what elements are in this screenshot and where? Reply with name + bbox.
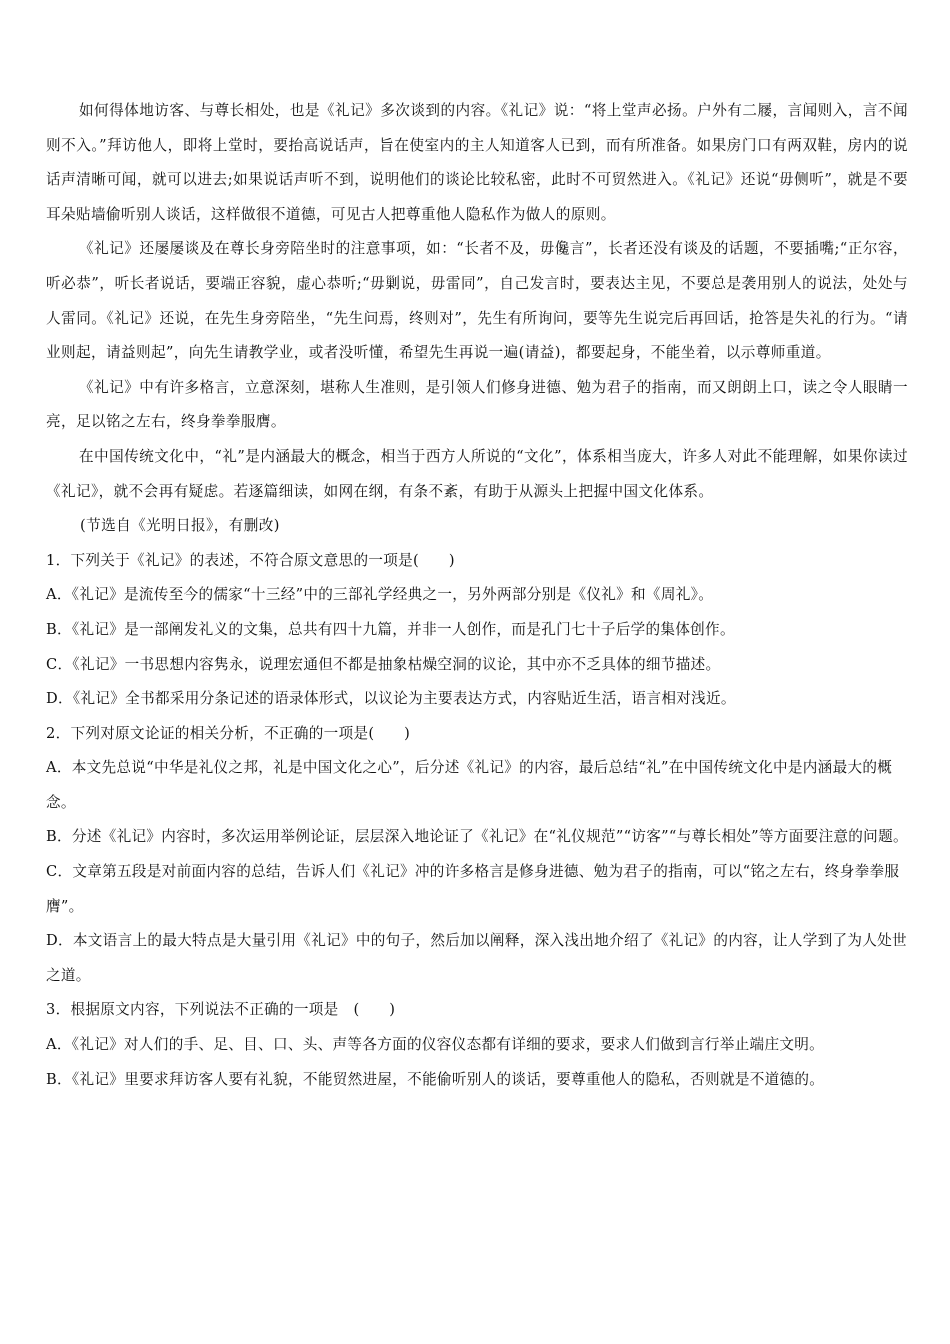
question-stem: 1．下列关于《礼记》的表述，不符合原文意思的一项是( ) xyxy=(46,551,455,569)
question-option: A．《礼记》对人们的手、足、目、口、头、声等各方面的仪容仪态都有详细的要求，要求人们做到言行举止端庄文明。 xyxy=(46,1036,825,1054)
question-1 xyxy=(46,544,908,717)
question-option: D．《礼记》全书都采用分条记述的语录体形式，以议论为主要表达方式，内容贴近生活，语言相对浅近。 xyxy=(46,690,736,708)
question-option: C．《礼记》一书思想内容隽永，说理宏通但不都是抽象枯燥空洞的议论，其中亦不乏具体的细节描述。 xyxy=(46,655,721,673)
document-page xyxy=(46,94,908,1097)
question-option: D．本文语言上的最大特点是大量引用《礼记》中的句子，然后加以阐释，深入浅出地介绍了《礼记》的内容，让人学到了为人处世之道。 xyxy=(46,932,907,984)
question-option: C．文章第五段是对前面内容的总结，告诉人们《礼记》冲的许多格言是修身进德、勉为君子的指南，可以“铭之左右，终身拳拳服膺”。 xyxy=(46,863,900,915)
passage xyxy=(46,94,908,544)
passage-paragraph-4: 在中国传统文化中，“礼”是内涵最大的概念，相当于西方人所说的“文化”，体系相当庞大，许多人对此不能理解，如果你读过《礼记》，就不会再有疑虑。若逐篇细读，如网在纲，有条不紊，有助于从源头上把握中国文化体系。 xyxy=(46,447,908,500)
question-2 xyxy=(46,717,908,994)
passage-paragraph-1: 如何得体地访客、与尊长相处，也是《礼记》多次谈到的内容。《礼记》说：“将上堂声必扬。户外有二屦，言闻则入，言不闻则不入。”拜访他人，即将上堂时，要抬高说话声，旨在使室内的主人知道客人已到，而有所准备。如果房门口有两双鞋，房内的说话声清晰可闻，就可以进去;如果说话声听不到，说明他们的谈论比较私密，此时不可贸然进入。《礼记》还说“毋侧听”，就是不要耳朵贴墙偷听别人谈话，这样做很不道德，可见古人把尊重他人隐私作为做人的原则。 xyxy=(46,102,908,223)
question-option: A．本文先总说“中华是礼仪之邦，礼是中国文化之心”，后分述《礼记》的内容，最后总结“礼”在中国传统文化中是内涵最大的概念。 xyxy=(46,759,893,811)
passage-paragraph-2: 《礼记》还屡屡谈及在尊长身旁陪坐时的注意事项，如：“长者不及，毋儳言”，长者还没有谈及的话题，不要插嘴;“正尔容，听必恭”，听长者说话，要端正容貌，虚心恭听;“毋剿说，毋雷同”，自己发言时，要表达主见，不要总是袭用别人的说法，处处与人雷同。《礼记》还说，在先生身旁陪坐，“先生问焉，终则对”，先生有所询问，要等先生说完后再回话，抢答是失礼的行为。“请业则起，请益则起”，向先生请教学业，或者没听懂，希望先生再说一遍(请益)，都要起身，不能坐着，以示尊师重道。 xyxy=(46,240,908,362)
passage-source: (节选自《光明日报》，有删改) xyxy=(80,517,280,535)
question-option: B．分述《礼记》内容时，多次运用举例论证，层层深入地论证了《礼记》在“礼仪规范”“访客”“与尊长相处”等方面要注意的问题。 xyxy=(46,828,908,846)
question-3 xyxy=(46,993,908,1097)
question-option: A．《礼记》是流传至今的儒家“十三经”中的三部礼学经典之一，另外两部分别是《仪礼》和《周礼》。 xyxy=(46,586,714,604)
question-option: B．《礼记》是一部阐发礼义的文集，总共有四十九篇，并非一人创作，而是孔门七十子后学的集体创作。 xyxy=(46,620,735,638)
question-stem: 2．下列对原文论证的相关分析，不正确的一项是( ) xyxy=(46,724,411,742)
passage-paragraph-3: 《礼记》中有许多格言，立意深刻，堪称人生准则，是引领人们修身进德、勉为君子的指南，而又朗朗上口，读之令人眼睛一亮，足以铭之左右，终身拳拳服膺。 xyxy=(46,378,908,431)
question-stem: 3．根据原文内容，下列说法不正确的一项是 ( ) xyxy=(46,1001,396,1019)
question-option: B．《礼记》里要求拜访客人要有礼貌，不能贸然进屋，不能偷听别人的谈话，要尊重他人的隐私，否则就是不道德的。 xyxy=(46,1070,825,1088)
